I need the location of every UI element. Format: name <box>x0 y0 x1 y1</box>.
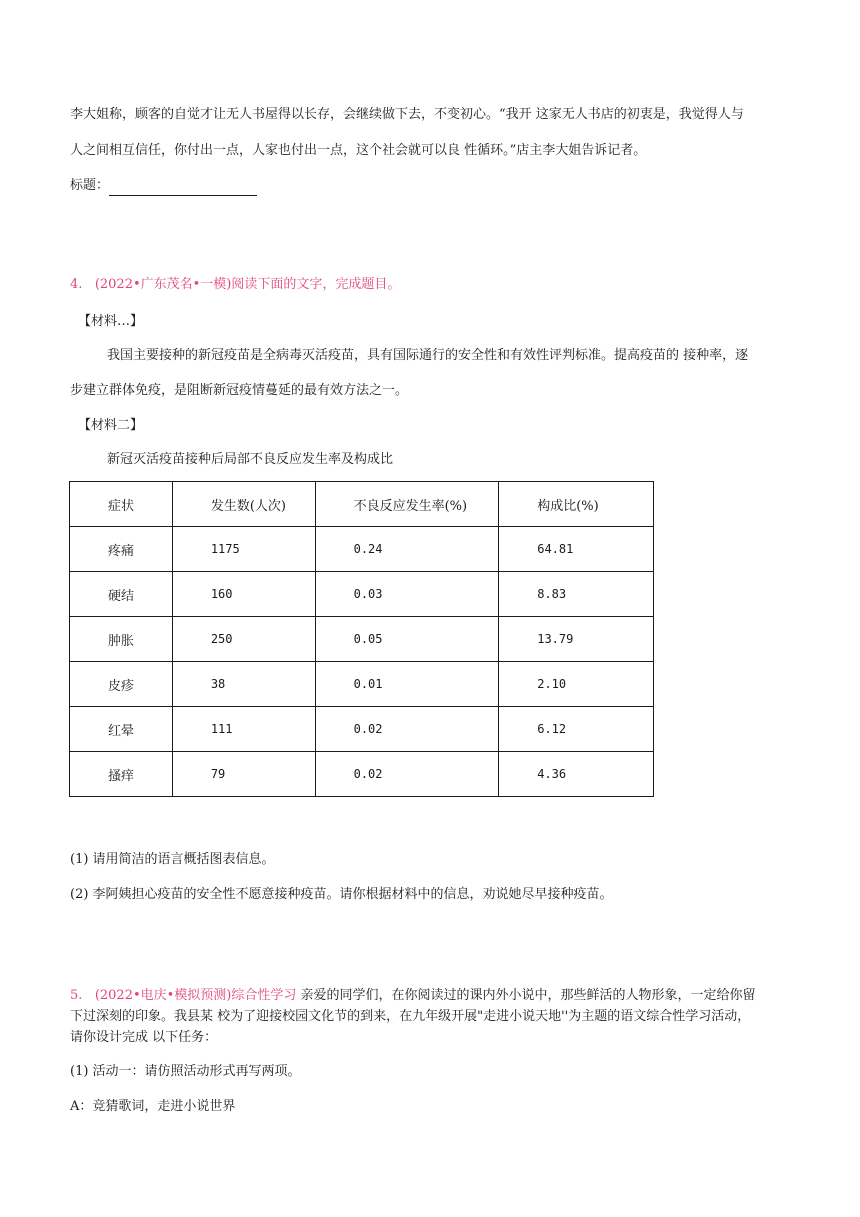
q4-number: 4. <box>70 277 83 292</box>
cell-rate: 0.01 <box>315 662 499 707</box>
material-1-line-2: 步建立群体免疫，是阻断新冠疫情蔓延的最有效方法之一。 <box>70 383 409 398</box>
cell-ratio: 64.81 <box>499 527 654 572</box>
cell-ratio: 13.79 <box>499 617 654 662</box>
question-4-header <box>70 275 400 295</box>
cell-symptom: 红晕 <box>70 707 173 752</box>
cell-count: 111 <box>172 707 315 752</box>
material-2-label: 【材料二】 <box>78 418 144 433</box>
q5-activity-a: A：竞猜歌词，走进小说世界 <box>70 1099 236 1114</box>
cell-ratio: 4.36 <box>499 752 654 797</box>
question-5-line-2: 下过深刻的印象。我县某 校为了迎接校园文化节的到来，在九年级开展"走进小说天地''为主题的语文综合性学习活动， <box>70 1009 751 1024</box>
cell-symptom: 硬结 <box>70 572 173 617</box>
header-count: 发生数(人次) <box>172 482 315 527</box>
title-answer-line[interactable] <box>70 176 257 196</box>
table-row <box>70 572 654 617</box>
q4-sub-question-2: (2) 李阿姨担心疫苗的安全性不愿意接种疫苗。请你根据材料中的信息，劝说她尽早接种疫苗。 <box>70 887 613 902</box>
cell-rate: 0.24 <box>315 527 499 572</box>
cell-count: 160 <box>172 572 315 617</box>
cell-rate: 0.05 <box>315 617 499 662</box>
header-symptom: 症状 <box>70 482 173 527</box>
passage-line-2: 人之间相互信任，你付出一点，人家也付出一点，这个社会就可以良 性循环。”店主李大姐告诉记者。 <box>70 143 647 158</box>
cell-count: 38 <box>172 662 315 707</box>
table-row <box>70 617 654 662</box>
cell-ratio: 2.10 <box>499 662 654 707</box>
table-row <box>70 662 654 707</box>
q5-source: (2022•电庆•模拟预测)综合性学习 <box>94 988 297 1003</box>
passage-line-1: 李大姐称，顾客的自觉才让无人书屋得以长存，会继续做下去，不变初心。“我开 这家无人书店的初衷是，我觉得人与 <box>70 107 744 122</box>
cell-ratio: 8.83 <box>499 572 654 617</box>
table-row <box>70 752 654 797</box>
cell-count: 1175 <box>172 527 315 572</box>
header-rate: 不良反应发生率(%) <box>315 482 499 527</box>
cell-symptom: 肿胀 <box>70 617 173 662</box>
q5-sub-question-1: (1) 活动一：请仿照活动形式再写两项。 <box>70 1064 301 1079</box>
material-1-label: 【材料…】 <box>78 314 144 329</box>
title-blank[interactable] <box>109 181 257 196</box>
q4-source: (2022•广东茂名•一模)阅读下面的文字，完成题目。 <box>94 277 401 292</box>
title-label: 标题： <box>70 178 110 193</box>
cell-rate: 0.02 <box>315 752 499 797</box>
table-header-row <box>70 482 654 527</box>
cell-symptom: 皮疹 <box>70 662 173 707</box>
q5-number: 5. <box>70 988 83 1003</box>
cell-symptom: 搔痒 <box>70 752 173 797</box>
material-1-line-1: 我国主要接种的新冠疫苗是全病毒灭活疫苗，具有国际通行的安全性和有效性评判标准。提高疫苗的 接种率，逐 <box>107 348 749 363</box>
cell-symptom: 疼痛 <box>70 527 173 572</box>
table-caption: 新冠灭活疫苗接种后局部不良反应发生率及构成比 <box>107 452 394 467</box>
cell-ratio: 6.12 <box>499 707 654 752</box>
table-row <box>70 707 654 752</box>
question-5-line-1 <box>70 986 756 1006</box>
q4-sub-question-1: (1) 请用简洁的语言概括图表信息。 <box>70 852 275 867</box>
cell-count: 79 <box>172 752 315 797</box>
header-ratio: 构成比(%) <box>499 482 654 527</box>
cell-rate: 0.02 <box>315 707 499 752</box>
q5-intro: 亲爱的同学们，在你阅读过的课内外小说中，那些鲜活的人物形象，一定给你留 <box>296 988 756 1003</box>
cell-count: 250 <box>172 617 315 662</box>
adverse-reaction-table <box>69 481 654 797</box>
cell-rate: 0.03 <box>315 572 499 617</box>
table-row <box>70 527 654 572</box>
question-5-line-3: 请你设计完成 以下任务： <box>70 1030 218 1045</box>
